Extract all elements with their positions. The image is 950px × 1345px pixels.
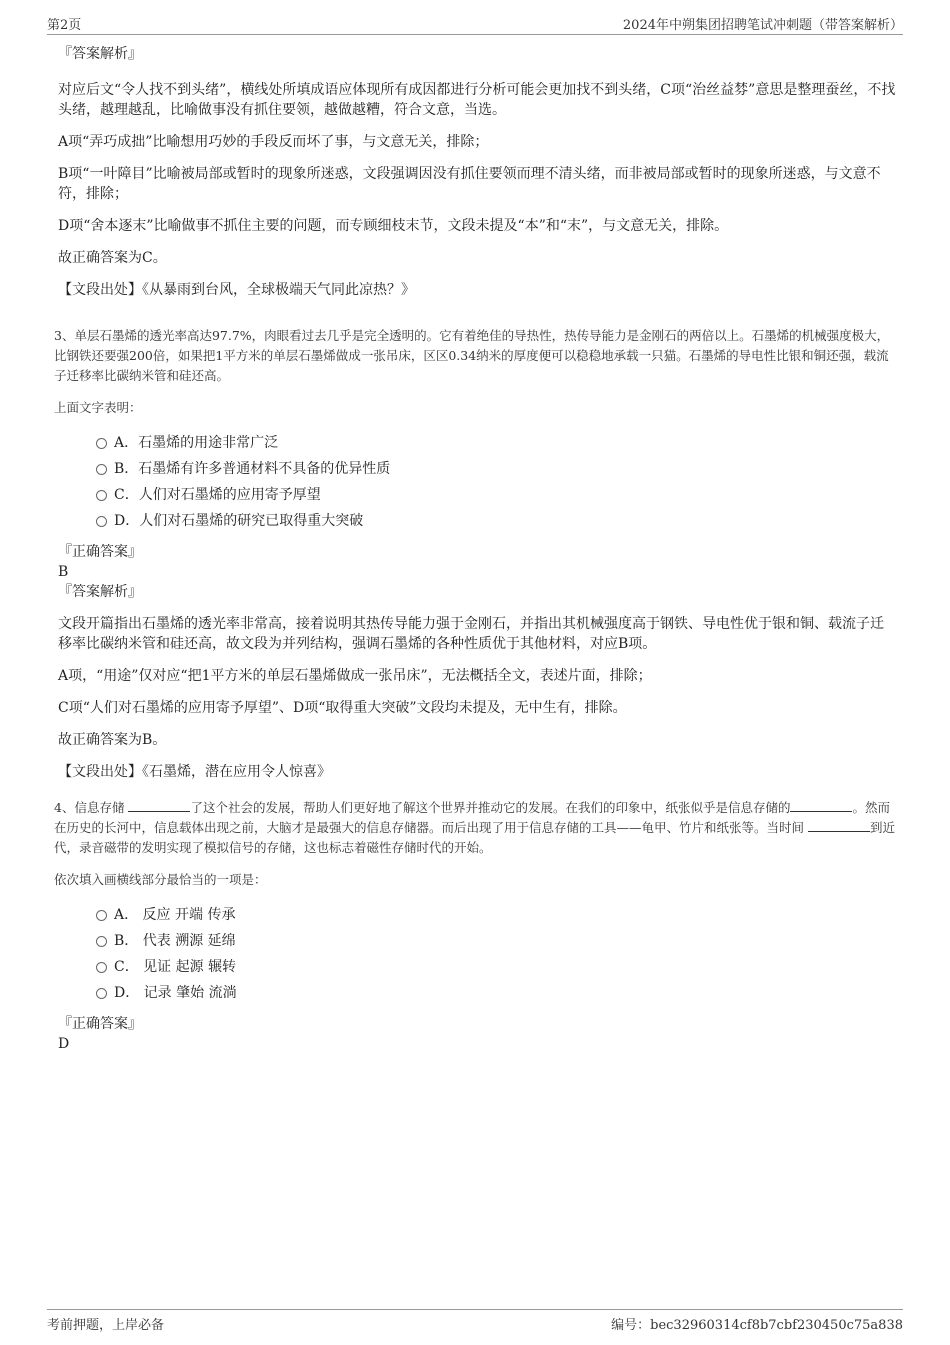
- analysis-paragraph: C项“人们对石墨烯的应用寄予厚望”、D项“取得重大突破”文段均未提及，无中生有，排除。: [58, 700, 627, 716]
- document-code: 编号：bec32960314cf8b7cbf230450c75a838: [611, 1318, 903, 1333]
- footer-slogan: 考前押题，上岸必备: [47, 1318, 165, 1333]
- stem-part: 了这个社会的发展，帮助人们更好地了解这个世界并推动它的发展。在我们的印象中，纸张似乎是信息存储的: [190, 800, 791, 815]
- option-label: A．石墨烯的用途非常广泛: [114, 435, 279, 451]
- source-citation: 【文段出处】《从暴雨到台风，全球极端天气同此凉热？》: [58, 282, 415, 298]
- option-label: D．人们对石墨烯的研究已取得重大突破: [114, 513, 364, 529]
- analysis-paragraph: D项“舍本逐末”比喻做事不抓住主要的问题，而专顾细枝末节，文段未提及“本”和“末”，与文意无关，排除。: [58, 218, 729, 234]
- radio-icon[interactable]: [96, 936, 107, 947]
- option-label: B． 代表 溯源 延绵: [114, 933, 236, 949]
- radio-icon[interactable]: [96, 988, 107, 999]
- fill-blank: [128, 799, 190, 812]
- option-a[interactable]: [96, 902, 896, 928]
- option-d[interactable]: [96, 980, 896, 1006]
- analysis-paragraph: 故正确答案为C。: [58, 250, 167, 266]
- answer-tag: 『正确答案』: [58, 544, 142, 560]
- option-c[interactable]: [96, 954, 896, 980]
- option-c[interactable]: [96, 482, 896, 508]
- question-stem: 3、单层石墨烯的透光率高达97.7%，肉眼看过去几乎是完全透明的。它有着绝佳的导热性，热传导能力是金刚石的两倍以上。石墨烯的机械强度极大，比钢铁还要强200倍，如果把1平方米的单层石墨烯做成一张吊床，区区0.34纳米的厚度便可以稳稳地承载一只猫。石墨烯的导电性比银和铜还强，载流子迁移率比碳纳米管和硅还高。: [54, 328, 890, 383]
- stem-part: 到近代，录音磁带的发明实现了模拟信号的存储，这也标志着磁性存储时代的开始。: [54, 820, 895, 855]
- option-label: D． 记录 肇始 流淌: [114, 985, 237, 1001]
- fill-blank: [808, 819, 870, 832]
- option-b[interactable]: [96, 928, 896, 954]
- analysis-paragraph: 对应后文“令人找不到头绪”，横线处所填成语应体现所有成因都进行分析可能会更加找不到头绪，C项“治丝益棼”意思是整理蚕丝，不找头绪，越理越乱，比喻做事没有抓住要领，越做越糟，符合文意，当选。: [58, 82, 896, 118]
- analysis-paragraph: B项“一叶障目”比喻被局部或暂时的现象所迷惑，文段强调因没有抓住要领而理不清头绪，而非被局部或暂时的现象所迷惑，与文意不符，排除；: [58, 166, 881, 202]
- stem-part: 4、信息存储: [54, 800, 129, 815]
- fill-blank: [790, 799, 852, 812]
- option-d[interactable]: [96, 508, 896, 534]
- analysis-paragraph: A项“弄巧成拙”比喻想用巧妙的手段反而坏了事，与文意无关，排除；: [58, 134, 489, 150]
- question-prompt: 依次填入画横线部分最恰当的一项是：: [54, 872, 267, 887]
- page-content: [54, 44, 896, 1054]
- radio-icon[interactable]: [96, 490, 107, 501]
- radio-icon[interactable]: [96, 516, 107, 527]
- radio-icon[interactable]: [96, 910, 107, 921]
- stem-part: 。然而在历史的长河中，信息载体出现之前，大脑才是最强大的信息存储器。而后出现了用于信息存储的工具——龟甲、竹片和纸张等。当时间: [54, 800, 890, 835]
- option-label: C． 见证 起源 辗转: [114, 959, 237, 975]
- option-a[interactable]: [96, 430, 896, 456]
- option-label: B．石墨烯有许多普通材料不具备的优异性质: [114, 461, 391, 477]
- option-label: A． 反应 开端 传承: [114, 907, 236, 923]
- analysis-tag: 『答案解析』: [58, 46, 142, 62]
- answer-tag: 『正确答案』: [58, 1016, 142, 1032]
- option-b[interactable]: [96, 456, 896, 482]
- analysis-paragraph: 故正确答案为B。: [58, 732, 167, 748]
- radio-icon[interactable]: [96, 464, 107, 475]
- radio-icon[interactable]: [96, 438, 107, 449]
- analysis-paragraph: A项，“用途”仅对应“把1平方米的单层石墨烯做成一张吊床”，无法概括全文，表述片面，排除；: [58, 668, 652, 684]
- source-citation: 【文段出处】《石墨烯，潜在应用令人惊喜》: [58, 764, 331, 780]
- page-header: [47, 14, 903, 35]
- page-footer: [47, 1309, 903, 1336]
- answer-value: B: [58, 564, 69, 580]
- option-label: C．人们对石墨烯的应用寄予厚望: [114, 487, 321, 503]
- page-number: 第2页: [47, 18, 82, 33]
- analysis-paragraph: 文段开篇指出石墨烯的透光率非常高，接着说明其热传导能力强于金刚石，并指出其机械强度高于钢铁、导电性优于银和铜、载流子迁移率比碳纳米管和硅还高，故文段为并列结构，强调石墨烯的各种性质优于其他材料，对应B项。: [58, 616, 884, 652]
- answer-value: D: [58, 1036, 70, 1052]
- question-stem: [54, 798, 896, 858]
- analysis-tag: 『答案解析』: [58, 584, 142, 600]
- document-title: 2024年中朔集团招聘笔试冲刺题（带答案解析）: [622, 18, 903, 33]
- radio-icon[interactable]: [96, 962, 107, 973]
- question-prompt: 上面文字表明：: [54, 400, 142, 415]
